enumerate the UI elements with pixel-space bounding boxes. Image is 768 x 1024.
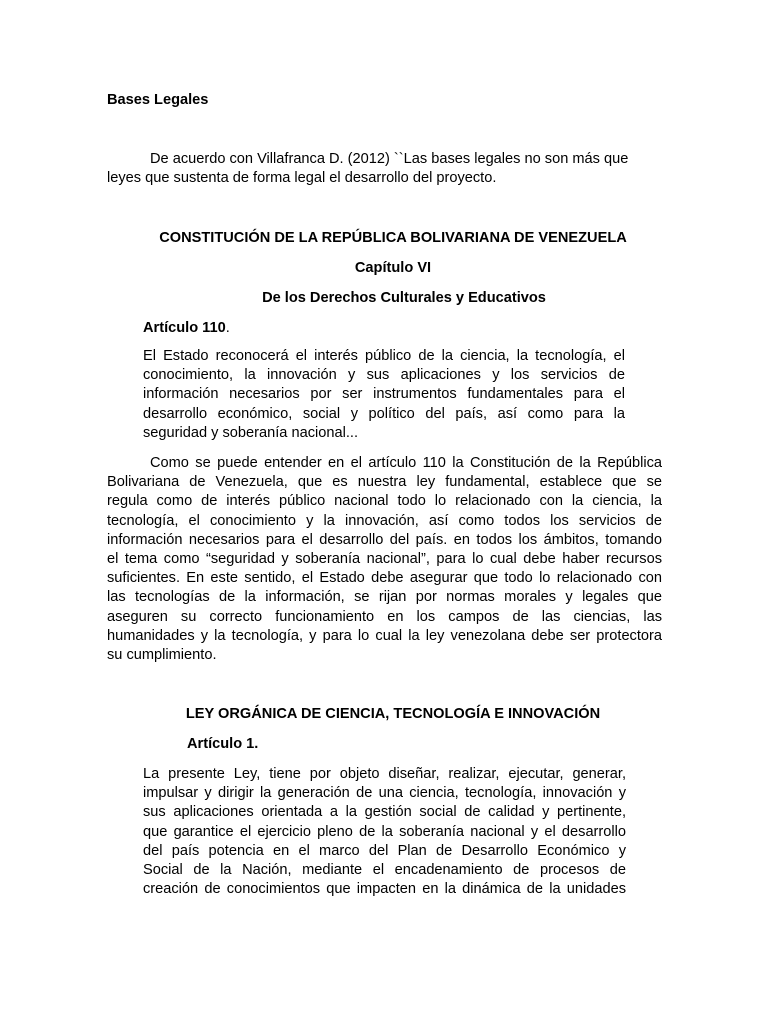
article-110-line: El Estado reconocerá el interés público de la ciencia, la tecnología, el bbox=[143, 348, 625, 364]
commentary-line: humanidades y la tecnología, y para lo cual la ley venezolana debe ser protectora bbox=[107, 627, 662, 644]
article-1-line: que garantice el ejercicio pleno de la soberanía nacional y el desarrollo bbox=[143, 823, 626, 840]
commentary-line: regula como de interés público nacional todo lo relacionado con la ciencia, la bbox=[107, 493, 662, 510]
intro-paragraph bbox=[107, 150, 644, 188]
article-110-line: desarrollo económico, social y político del país, así como para la bbox=[143, 405, 625, 422]
article-1-line: del país potencia en el marco del Plan de Desarrollo Económico y bbox=[143, 842, 626, 859]
intro-line: leyes que sustenta de forma legal el desarrollo del proyecto. bbox=[107, 170, 497, 187]
article-110-label: Artículo 110 bbox=[143, 320, 226, 336]
article-110-heading bbox=[143, 320, 230, 336]
commentary-line: su cumplimiento. bbox=[107, 646, 217, 663]
chapter-label: Capítulo VI bbox=[354, 260, 432, 276]
commentary-line: las tecnologías de la información, se rijan por normas morales y legales que bbox=[107, 589, 662, 606]
article-110-text bbox=[143, 347, 625, 443]
article-110-line: conocimiento, la innovación y sus aplicaciones y los servicios de bbox=[143, 367, 625, 384]
commentary-line: Bolivariana de Venezuela, que es nuestra ley fundamental, establece que se bbox=[107, 474, 662, 491]
article-1-line: Social de la Nación, mediante el encadenamiento de procesos de bbox=[143, 861, 626, 878]
chapter-title: De los Derechos Culturales y Educativos bbox=[262, 290, 546, 306]
article-1-line: creación de conocimientos que impacten en la dinámica de la unidades bbox=[143, 881, 626, 898]
commentary-line: Como se puede entender en el artículo 110 la Constitución de la República bbox=[150, 455, 662, 471]
commentary-line: suficientes. En este sentido, el Estado debe asegurar que todo lo relacionado con bbox=[107, 570, 662, 587]
commentary-line: el tema como “seguridad y soberanía nacional”, para lo cual debe haber recursos bbox=[107, 550, 662, 567]
article-1-line: sus aplicaciones orientada a la gestión social de calidad y pertinente, bbox=[143, 804, 626, 821]
article-110-suffix: . bbox=[225, 320, 230, 336]
commentary-line: aseguren su correcto funcionamiento en los campos de las ciencias, las bbox=[107, 608, 662, 625]
constitution-title: CONSTITUCIÓN DE LA REPÚBLICA BOLIVARIANA DE VENEZUELA bbox=[159, 230, 627, 246]
ley-organica-title: LEY ORGÁNICA DE CIENCIA, TECNOLOGÍA E INNOVACIÓN bbox=[185, 706, 601, 722]
article-1-label: Artículo 1. bbox=[187, 736, 259, 752]
article-1-line: impulsar y dirigir la generación de una ciencia, tecnología, innovación y bbox=[143, 785, 626, 802]
article-110-line: información necesarios por ser instrumentos fundamentales para el bbox=[143, 386, 625, 403]
article-1-line: La presente Ley, tiene por objeto diseñar, realizar, ejecutar, generar, bbox=[143, 766, 626, 782]
intro-line: De acuerdo con Villafranca D. (2012) ``Las bases legales no son más que bbox=[150, 151, 629, 167]
commentary-line: información necesarios para el desarrollo del país. en todos los ámbitos, tomando bbox=[107, 531, 662, 548]
article-110-line: seguridad y soberanía nacional... bbox=[143, 424, 358, 441]
section-heading: Bases Legales bbox=[107, 92, 209, 108]
article-1-text bbox=[143, 765, 626, 899]
commentary-paragraph bbox=[107, 454, 662, 665]
commentary-line: tecnología, el conocimiento y la innovación, así como todos los servicios de bbox=[107, 512, 662, 529]
